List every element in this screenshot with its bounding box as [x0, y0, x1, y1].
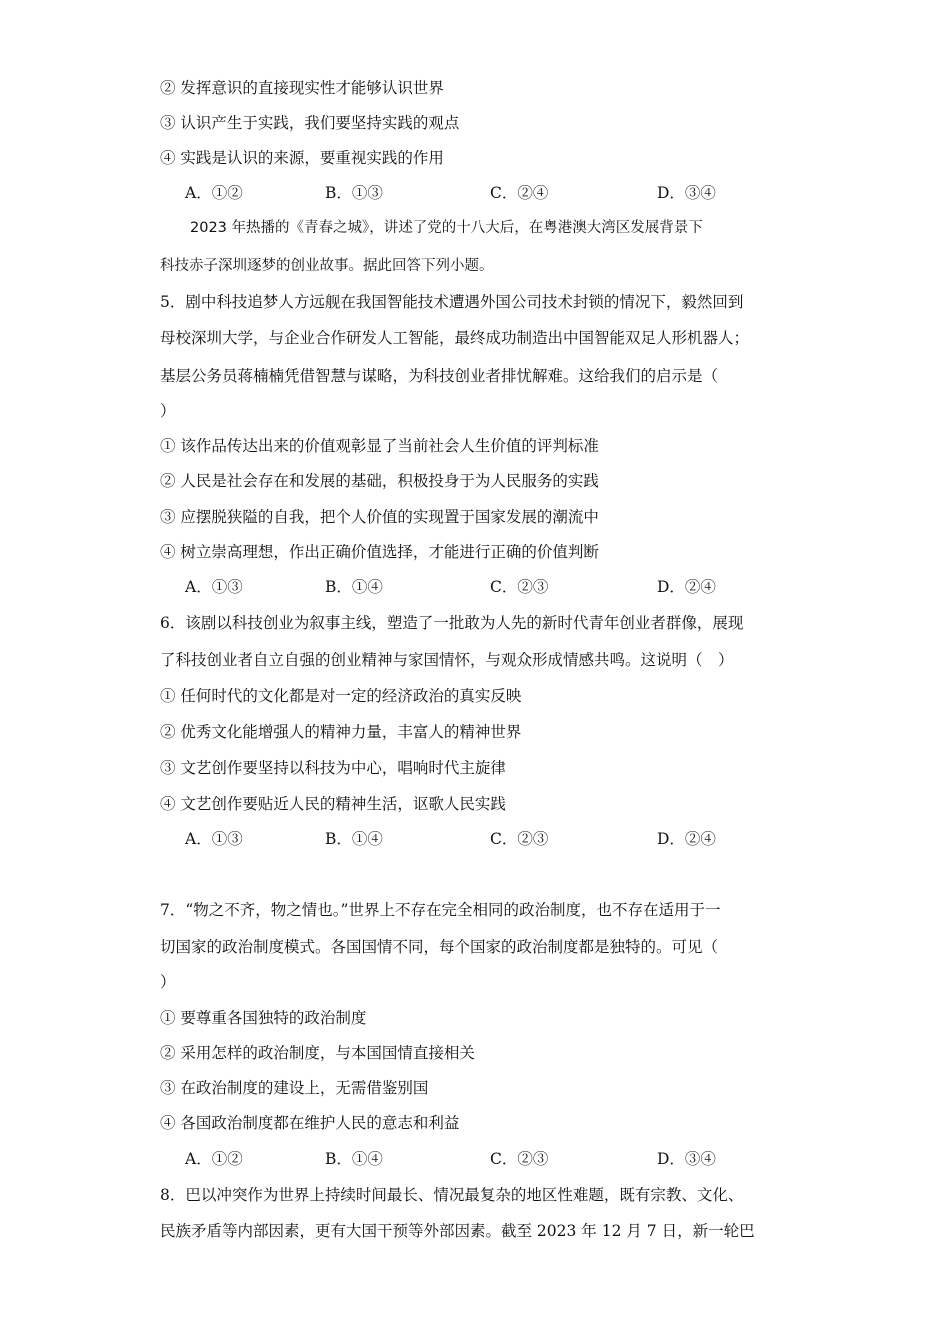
q5-option-a[interactable]: A．①③: [185, 578, 243, 596]
q5-statement-4: ④ 树立崇高理想，作出正确价值选择，才能进行正确的价值判断: [160, 543, 599, 561]
q5-stem-line-4: ）: [160, 402, 176, 420]
q6-option-b[interactable]: B．①④: [325, 830, 383, 848]
q5-statement-3: ③ 应摆脱狭隘的自我，把个人价值的实现置于国家发展的潮流中: [160, 508, 599, 526]
q7-options: [185, 1149, 785, 1169]
q4-options: [185, 183, 785, 203]
q7-option-a[interactable]: A．①②: [185, 1150, 243, 1168]
q4-statement-2: ② 发挥意识的直接现实性才能够认识世界: [160, 79, 444, 97]
q7-statement-1: ① 要尊重各国独特的政治制度: [160, 1009, 367, 1027]
q6-stem-line-1: 6．该剧以科技创业为叙事主线，塑造了一批敢为人先的新时代青年创业者群像，展现: [160, 614, 744, 632]
q4-statement-4: ④ 实践是认识的来源，要重视实践的作用: [160, 149, 444, 167]
q7-statement-4: ④ 各国政治制度都在维护人民的意志和利益: [160, 1114, 460, 1132]
q6-statement-1: ① 任何时代的文化都是对一定的经济政治的真实反映: [160, 687, 522, 705]
q6-statement-3: ③ 文艺创作要坚持以科技为中心，唱响时代主旋律: [160, 759, 506, 777]
q7-option-d[interactable]: D．③④: [657, 1150, 716, 1168]
q5-option-b[interactable]: B．①④: [325, 578, 383, 596]
q5-option-d[interactable]: D．②④: [657, 578, 716, 596]
q6-options: [185, 829, 785, 849]
q5-stem-line-2: 母校深圳大学，与企业合作研发人工智能，最终成功制造出中国智能双足人形机器人；: [160, 329, 750, 347]
q4-option-c[interactable]: C．②④: [490, 184, 549, 202]
q6-option-d[interactable]: D．②④: [657, 830, 716, 848]
q4-option-a[interactable]: A．①②: [185, 184, 243, 202]
q8-stem-line-2: 民族矛盾等内部因素，更有大国干预等外部因素。截至 2023 年 12 月 7 日，新一轮巴: [160, 1222, 755, 1240]
intro-line-1: 2023 年热播的《青春之城》，讲述了党的十八大后，在粤港澳大湾区发展背景下: [190, 220, 703, 236]
intro-line-2: 科技赤子深圳逐梦的创业故事。据此回答下列小题。: [160, 258, 494, 274]
q7-statement-3: ③ 在政治制度的建设上，无需借鉴别国: [160, 1079, 429, 1097]
q7-stem-line-3: ）: [160, 973, 176, 991]
q7-statement-2: ② 采用怎样的政治制度，与本国国情直接相关: [160, 1044, 475, 1062]
q5-options: [185, 577, 785, 597]
q4-statement-3: ③ 认识产生于实践，我们要坚持实践的观点: [160, 114, 460, 132]
q5-statement-2: ② 人民是社会存在和发展的基础，积极投身于为人民服务的实践: [160, 472, 599, 490]
q7-stem-line-1: 7．“物之不齐，物之情也。”世界上不存在完全相同的政治制度，也不存在适用于一: [160, 901, 721, 919]
q6-statement-2: ② 优秀文化能增强人的精神力量，丰富人的精神世界: [160, 723, 522, 741]
q5-statement-1: ① 该作品传达出来的价值观彰显了当前社会人生价值的评判标准: [160, 437, 599, 455]
q6-option-a[interactable]: A．①③: [185, 830, 243, 848]
q6-option-c[interactable]: C．②③: [490, 830, 549, 848]
q7-option-b[interactable]: B．①④: [325, 1150, 383, 1168]
q7-stem-line-2: 切国家的政治制度模式。各国国情不同，每个国家的政治制度都是独特的。可见（: [160, 938, 719, 956]
q4-option-d[interactable]: D．③④: [657, 184, 716, 202]
q7-option-c[interactable]: C．②③: [490, 1150, 549, 1168]
q5-option-c[interactable]: C．②③: [490, 578, 549, 596]
q6-statement-4: ④ 文艺创作要贴近人民的精神生活，讴歌人民实践: [160, 795, 506, 813]
q4-option-b[interactable]: B．①③: [325, 184, 383, 202]
q5-stem-line-1: 5．剧中科技追梦人方远舰在我国智能技术遭遇外国公司技术封锁的情况下，毅然回到: [160, 293, 744, 311]
q8-stem-line-1: 8．巴以冲突作为世界上持续时间最长、情况最复杂的地区性难题，既有宗教、文化、: [160, 1186, 744, 1204]
q5-stem-line-3: 基层公务员蒋楠楠凭借智慧与谋略，为科技创业者排忧解难。这给我们的启示是（: [160, 367, 719, 385]
q6-stem-line-2: 了科技创业者自立自强的创业精神与家国情怀，与观众形成情感共鸣。这说明（ ）: [160, 651, 734, 669]
